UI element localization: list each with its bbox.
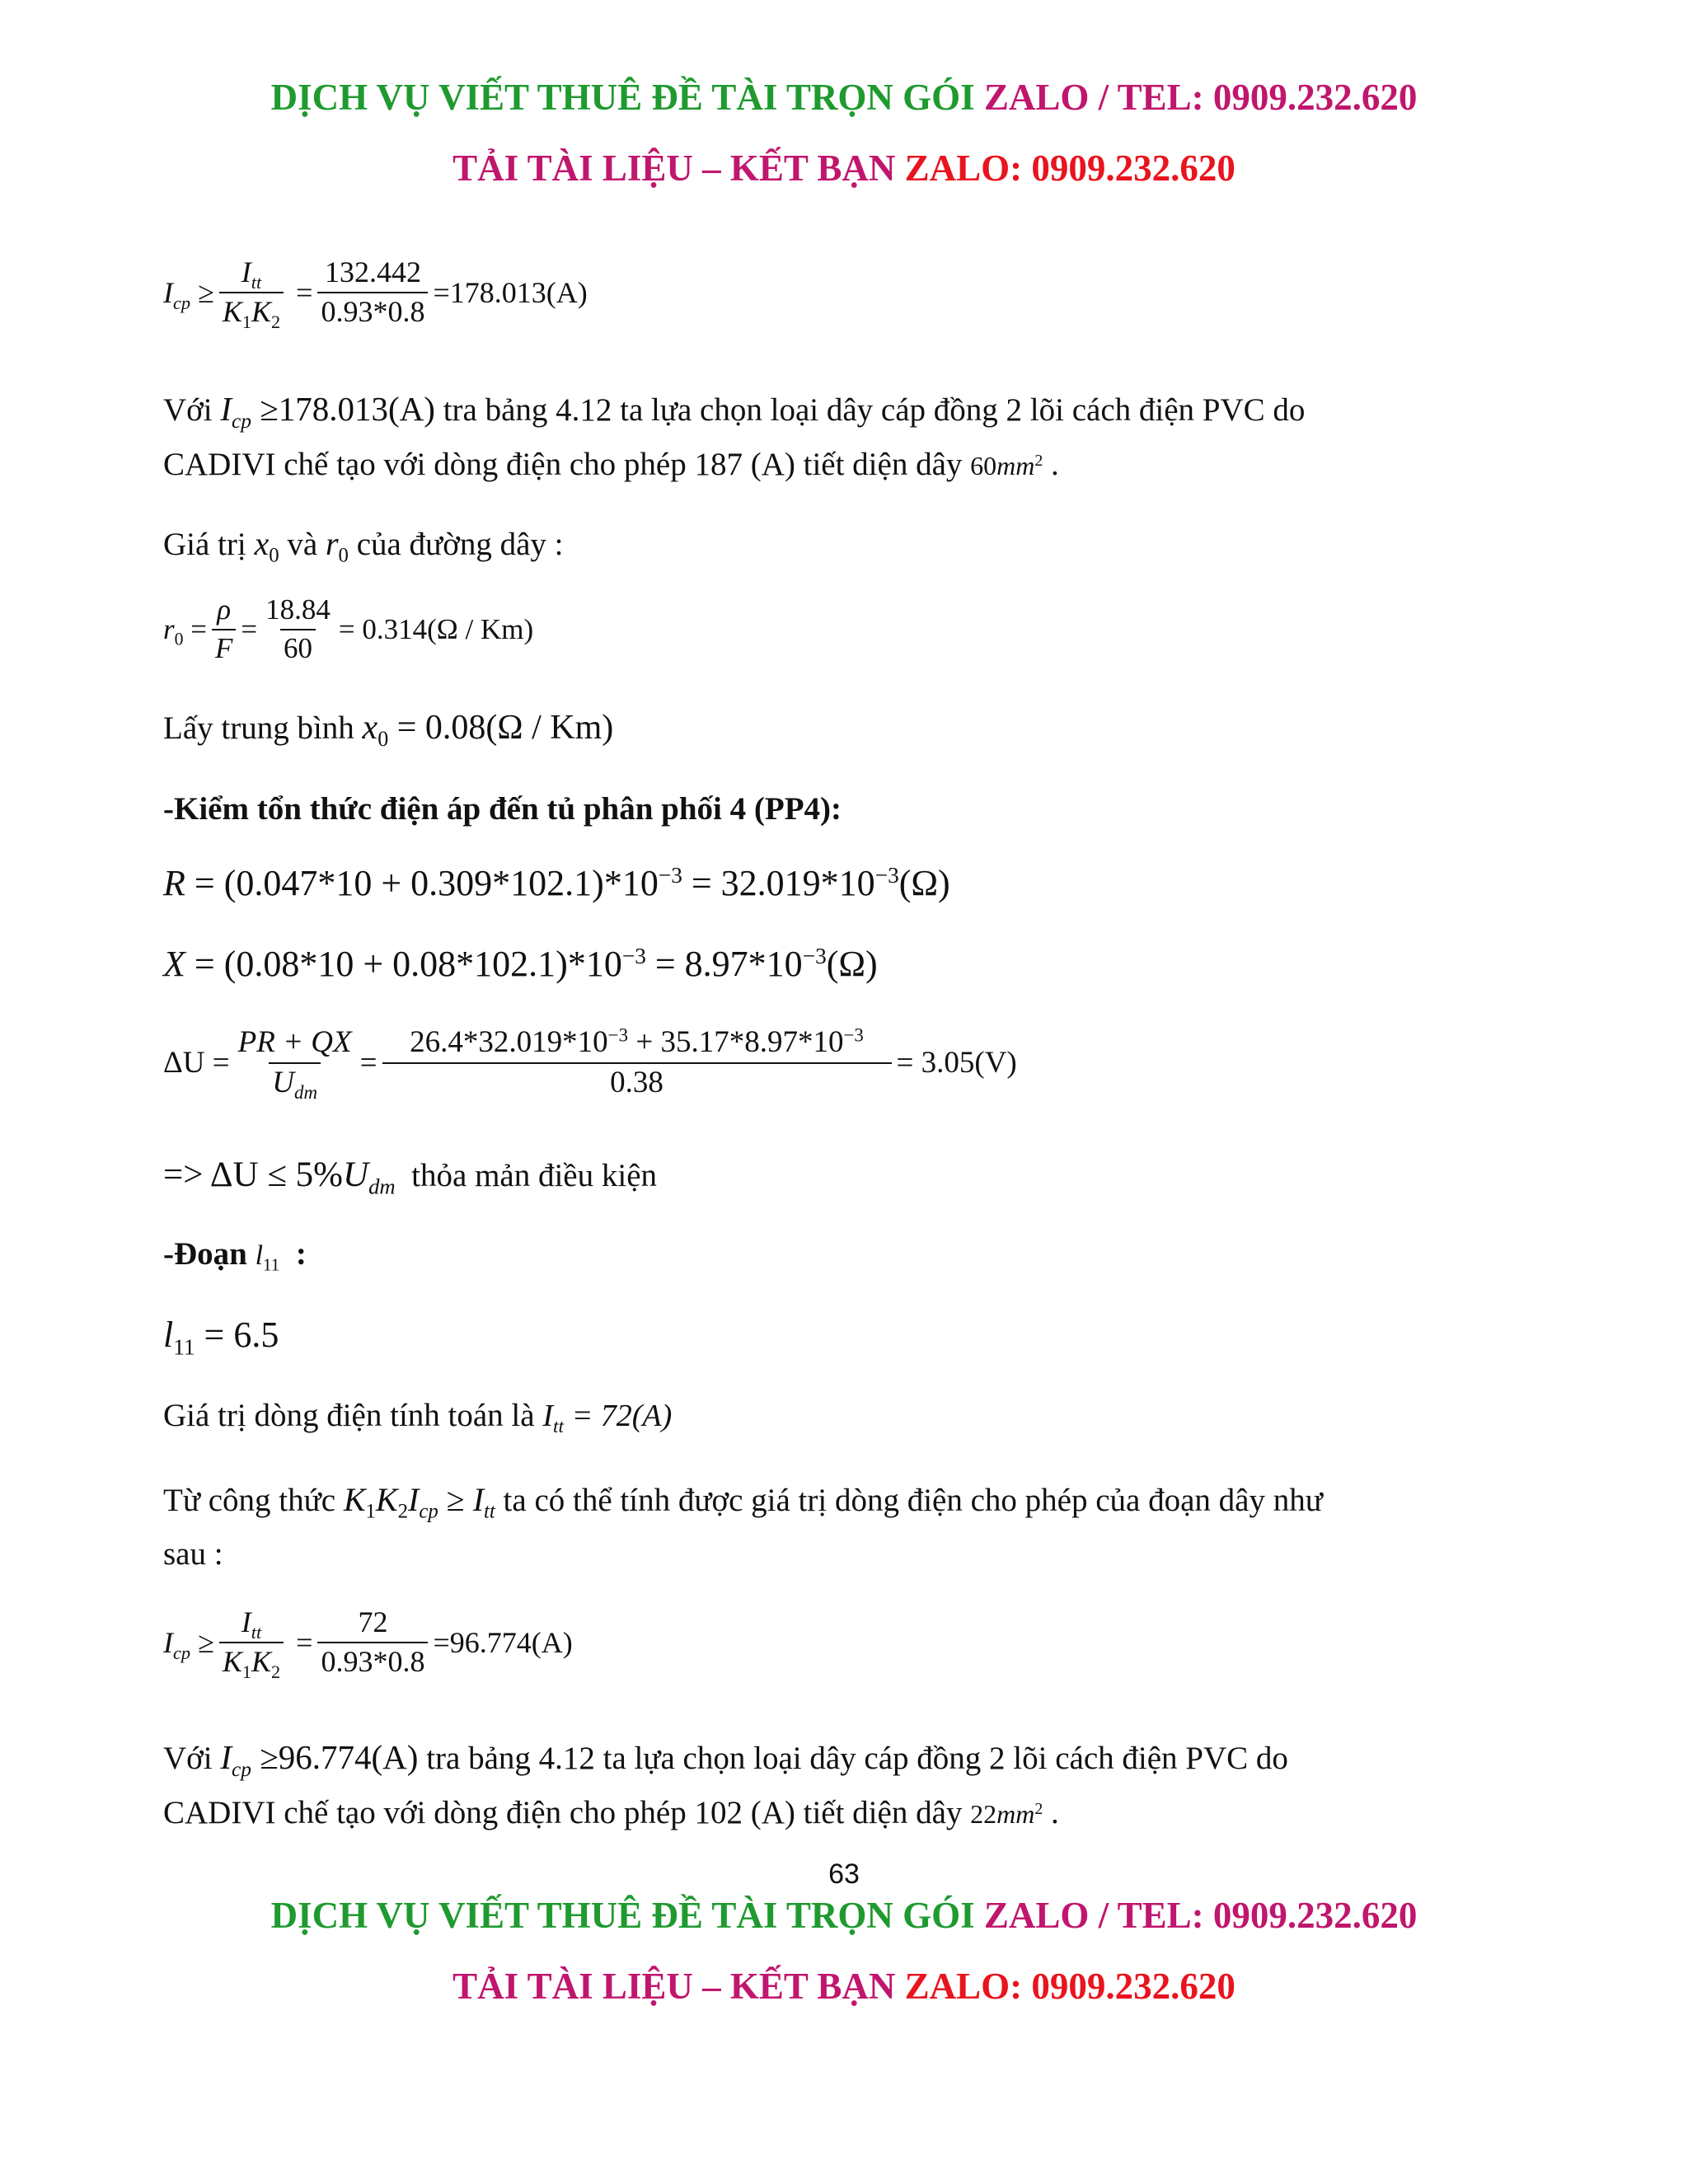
header-line-1-text: DỊCH VỤ VIẾT THUÊ ĐỀ TÀI TRỌN GÓI [270,77,975,118]
fraction-pr-qx: $\frac{PR + QX}{U_{dm}}$ [237,1025,352,1103]
fraction-values-2: $\frac{18.84}{60}$ [265,593,331,664]
paragraph-2: Giá trị $x_0$ và $r_0$ của đường dây : [163,525,564,567]
paragraph-5-line-2: sau : [163,1536,223,1572]
paragraph-6-line-1: Với $I_{cp} \ge 96.774(A)$ tra bảng 4.12 ta lựa chọn loại dây cáp đồng 2 lõi cách điện PVC do [163,1738,1288,1781]
page-number: 63 [828,1858,860,1890]
paragraph-5-line-1: Từ công thức $K_1K_2I_{cp} \ge I_{tt}$ ta có thể tính được giá trị dòng điện cho phép của đoạn dây như [163,1481,1323,1523]
fraction-values-u: $\frac{26.4*32.019*10^{-3} + 35.17*8.97*10^{-3}}{0.38}$ [382,1027,892,1099]
paragraph-1-line-2: CADIVI chế tạo với dòng điện cho phép 187 (A) tiết diện dây $60mm^2$ . [163,447,1059,482]
header-line-2-text: TẢI TÀI LIỆU – KẾT BẠN [452,148,896,189]
footer-line-2 [0,1965,1688,2008]
paragraph-3: Lấy trung bình $x_0 = 0.08(\Omega / Km)$ [163,709,614,752]
header-line-2-contact: ZALO: 0909.232.620 [904,148,1236,189]
footer-line-1 [0,1894,1688,1937]
header-line-1-contact: ZALO / TEL: 0909.232.620 [983,77,1418,118]
header-line-1 [0,76,1688,119]
fraction-itt-k1k2: $\frac{I_{tt}}{K_1K_2}$ [219,257,284,328]
equation-r0: $r_0$ = $\frac{\rho}{F}$ = $\frac{18.84}{60}$ = 0.314(Ω / Km) [163,593,534,664]
equation-l11: $l_{11} = 6.5$ [163,1315,279,1360]
section-heading-l11: -Đoạn $l_{11}$ : [163,1236,307,1275]
footer-line-2-contact: ZALO: 0909.232.620 [904,1966,1236,2007]
header-line-2 [0,147,1688,190]
paragraph-6-line-2: CADIVI chế tạo với dòng điện cho phép 102 (A) tiết diện dây $22mm^2$ . [163,1795,1059,1830]
equation-r: $R = (0.047*10 + 0.309*102.1)*10^{-3} = 32.019*10^{-3}(\Omega)$ [163,863,950,903]
equation-icp-2: $I_{cp}$ ≥ $\frac{I_{tt}}{K_1K_2}$ = $\frac{72}{0.93*0.8}$ =96.774(A) [163,1605,573,1682]
condition-line: => $\Delta U \le 5\%U_{dm}$ thỏa mản điều kiện [163,1155,658,1199]
footer-line-1-contact: ZALO / TEL: 0909.232.620 [983,1895,1418,1936]
fraction-values-3: $\frac{72}{0.93*0.8}$ [317,1607,428,1678]
fraction-values-1: $\frac{132.442}{0.93*0.8}$ [317,257,428,328]
fraction-rho-f: $\frac{\rho}{F}$ [212,595,236,664]
section-heading-pp4: -Kiểm tổn thức điện áp đến tủ phân phối 4 (PP4): [163,791,842,827]
equation-1-result: =178.013(A) [433,275,588,309]
paragraph-1-line-1: Với $I_{cp} \ge 178.013(A)$ tra bảng 4.12 ta lựa chọn loại dây cáp đồng 2 lõi cách điện PVC do [163,390,1306,433]
equation-x: $X = (0.08*10 + 0.08*102.1)*10^{-3} = 8.97*10^{-3}(\Omega)$ [163,944,878,984]
fraction-itt-k1k2-2: $\frac{I_{tt}}{K_1K_2}$ [219,1607,284,1678]
equation-icp-1: $I_{cp}$ ≥ $\frac{I_{tt}}{K_1K_2}$ = $\frac{132.442}{0.93*0.8}$ =178.013(A) [163,255,588,332]
paragraph-4: Giá trị dòng điện tính toán là $I_{tt} = 72(A)$ [163,1398,673,1438]
footer-line-2-text: TẢI TÀI LIỆU – KẾT BẠN [452,1966,896,2007]
equation-3-result: =96.774(A) [433,1625,573,1659]
footer-line-1-text: DỊCH VỤ VIẾT THUÊ ĐỀ TÀI TRỌN GÓI [270,1895,975,1936]
equation-u-result: = 3.05(V) [896,1046,1017,1080]
equation-2-result: = 0.314(Ω / Km) [338,612,534,645]
equation-delta-u: ΔU = $\frac{PR + QX}{U_{dm}}$ = $\frac{26.4*32.019*10^{-3} + 35.17*8.97*10^{-3}}{0.38}$ = 3.05(V) [163,1024,1017,1103]
